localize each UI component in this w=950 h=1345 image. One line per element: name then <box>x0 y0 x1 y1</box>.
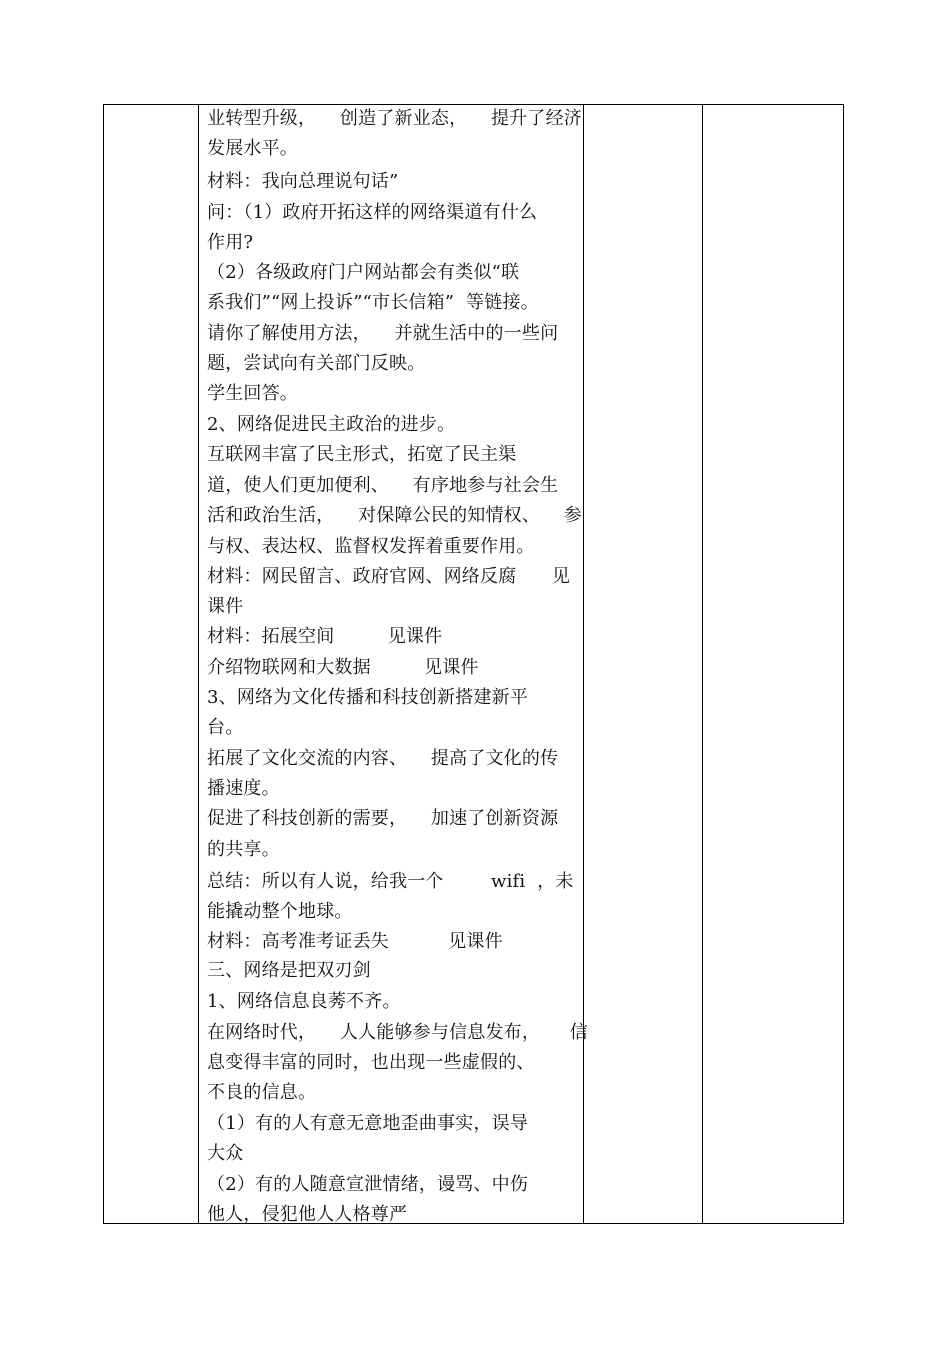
table-column-3 <box>583 105 703 1223</box>
text-line: 三、网络是把双刃剑 <box>207 960 371 981</box>
text-line: 道，使人们更加便利、 有序地参与社会生 <box>207 475 559 496</box>
text-line: 介绍物联网和大数据 见课件 <box>207 657 479 678</box>
text-line: 能撬动整个地球。 <box>207 901 353 922</box>
text-line: 材料：我向总理说句话” <box>207 171 399 192</box>
text-line: 1、网络信息良莠不齐。 <box>207 991 401 1012</box>
text-line: 发展水平。 <box>207 138 298 159</box>
text-line: （2）各级政府门户网站都会有类似“联 <box>207 262 520 283</box>
text-line: （1）有的人有意无意地歪曲事实，误导 <box>207 1113 529 1134</box>
text-line: 3、网络为文化传播和科技创新搭建新平 <box>207 687 529 708</box>
text-line: 题，尝试向有关部门反映。 <box>207 353 426 374</box>
text-line: 材料：网民留言、政府官网、网络反腐 见 <box>207 566 571 587</box>
text-line: 的共享。 <box>207 839 280 860</box>
text-line: 请你了解使用方法， 并就生活中的一些问 <box>207 323 559 344</box>
text-line: 问：（1）政府开拓这样的网络渠道有什么 <box>207 202 538 223</box>
text-line: 学生回答。 <box>207 383 298 404</box>
text-line: 业转型升级， 创造了新业态， 提升了经济 <box>207 108 582 129</box>
text-line: 材料：高考准考证丢失 见课件 <box>207 931 503 952</box>
text-line: 他人，侵犯他人人格尊严 <box>207 1204 408 1225</box>
text-line: 息变得丰富的同时，也出现一些虚假的、 <box>207 1052 535 1073</box>
text-line: 活和政治生活， 对保障公民的知情权、 参 <box>207 505 582 526</box>
text-line: 材料：拓展空间 见课件 <box>207 626 443 647</box>
text-line: （2）有的人随意宣泄情绪，谩骂、中伤 <box>207 1174 529 1195</box>
text-line: 播速度。 <box>207 778 280 799</box>
text-line: 课件 <box>207 596 244 617</box>
table-column-1 <box>104 105 199 1223</box>
lesson-table <box>103 104 844 1224</box>
text-line: 大众 <box>207 1143 244 1164</box>
text-line: 拓展了文化交流的内容、 提高了文化的传 <box>207 748 559 769</box>
text-line: 2、网络促进民主政治的进步。 <box>207 414 456 435</box>
text-line: 总结：所以有人说，给我一个 wifi ，未 <box>207 871 574 892</box>
text-line: 与权、表达权、监督权发挥着重要作用。 <box>207 536 535 557</box>
text-line: 促进了科技创新的需要， 加速了创新资源 <box>207 808 559 829</box>
text-line: 互联网丰富了民主形式，拓宽了民主渠 <box>207 444 517 465</box>
text-line: 系我们”“网上投诉”“市长信箱” 等链接。 <box>207 292 539 313</box>
text-line: 作用? <box>207 232 254 253</box>
text-line: 在网络时代， 人人能够参与信息发布， 信 <box>207 1022 588 1043</box>
table-column-4 <box>702 105 845 1223</box>
text-line: 不良的信息。 <box>207 1082 317 1103</box>
text-line: 台。 <box>207 717 244 738</box>
